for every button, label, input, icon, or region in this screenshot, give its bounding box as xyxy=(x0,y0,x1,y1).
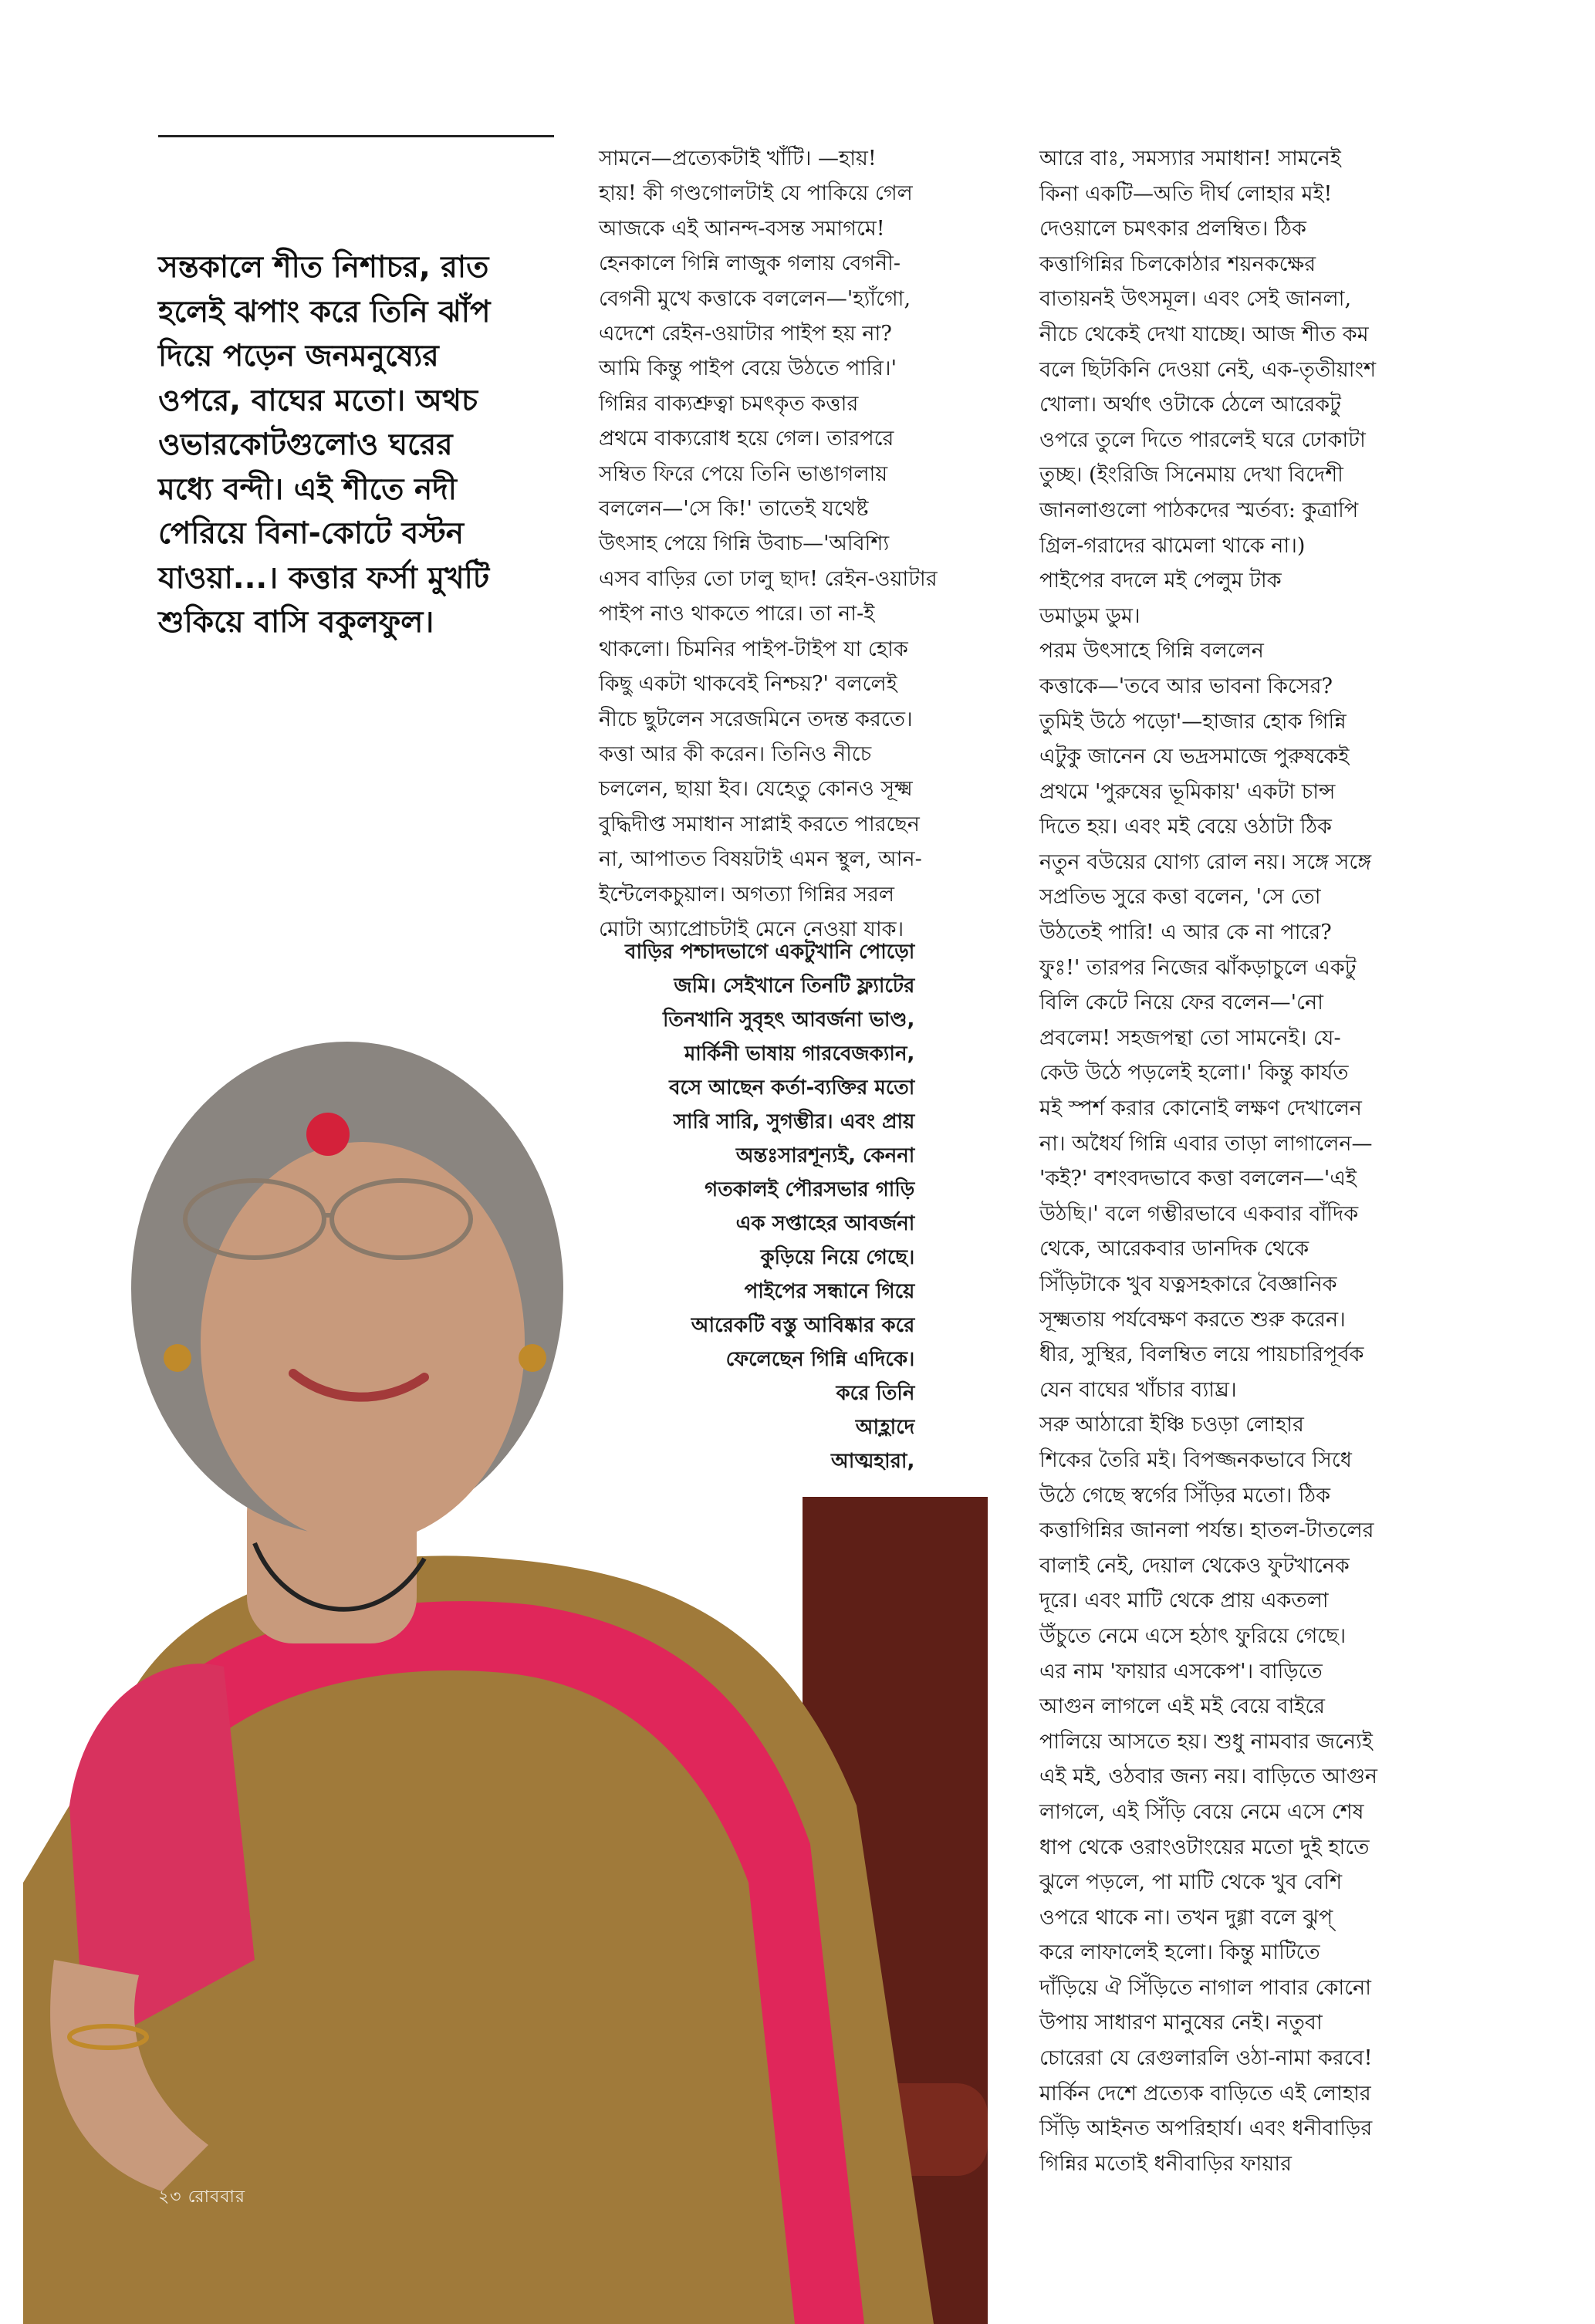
paragraph-line: এটুকু জানেন যে ভদ্রসমাজে পুরুষকেই xyxy=(1039,745,1350,769)
paragraph-line: কত্তা আর কী করেন। তিনিও নীচে xyxy=(599,741,872,766)
paragraph-line: সূক্ষ্মতায় পর্যবেক্ষণ করতে শুরু করেন। xyxy=(1039,1307,1346,1332)
paragraph-line: পরম উৎসাহে গিন্নি বললেন xyxy=(1039,639,1264,664)
paragraph-line: পাইপের বদলে মই পেলুম টাক xyxy=(1039,569,1282,593)
pull-quote-line: পেরিয়ে বিনা-কোটে বস্টন xyxy=(158,516,465,551)
paragraph-line: উঠতেই পারি! এ আর কে না পারে? xyxy=(1039,920,1332,945)
paragraph-line: মই স্পর্শ করার কোনোই লক্ষণ দেখালেন xyxy=(1039,1096,1362,1121)
paragraph-line: এদেশে রেইন-ওয়াটার পাইপ হয় না? xyxy=(599,322,892,346)
paragraph-line: প্রথমে বাক্যরোধ হয়ে গেল। তারপরে xyxy=(599,427,894,451)
paragraph-line: তুচ্ছ। (ইংরিজি সিনেমায় দেখা বিদেশী xyxy=(1039,463,1343,488)
paragraph-line: না। অধৈর্য গিন্নি এবার তাড়া লাগালেন— xyxy=(1039,1131,1373,1156)
pull-quote-line: শুকিয়ে বাসি বকুলফুল। xyxy=(158,605,434,640)
paragraph-line: ফুঃ!' তারপর নিজের ঝাঁকড়াচুলে একটু xyxy=(1039,955,1357,980)
paragraph-line: দেওয়ালে চমৎকার প্রলম্বিত। ঠিক xyxy=(1039,217,1306,242)
paragraph-line: এর নাম 'ফায়ার এসকেপ'। বাড়িতে xyxy=(1039,1659,1323,1684)
paragraph-line: কিনা একটি—অতি দীর্ঘ লোহার মই! xyxy=(1039,181,1333,206)
paragraph-line: সপ্রতিভ সুরে কত্তা বলেন, 'সে তো xyxy=(1039,885,1321,910)
paragraph-line: তিনখানি সুবৃহৎ আবর্জনা ভাণ্ড, xyxy=(662,1008,915,1032)
paragraph-line: সামনে—প্রত্যেকটাই খাঁটি। —হায়! xyxy=(599,147,877,171)
paragraph-line: ইন্টেলেকচুয়াল। অগত্যা গিন্নির সরল xyxy=(599,882,895,907)
paragraph-line: চললেন, ছায়া ইব। যেহেতু কোনও সূক্ষ্ম xyxy=(599,777,913,802)
paragraph-line: আত্মহারা, xyxy=(831,1450,915,1473)
bindi xyxy=(306,1113,350,1156)
paragraph-line: নীচে থেকেই দেখা যাচ্ছে। আজ শীত কম xyxy=(1039,322,1369,346)
paragraph-line: গিন্নির বাক্যশ্রুত্বা চমৎকৃত কত্তার xyxy=(599,391,859,416)
paragraph-line: কত্তাগিন্নির জানলা পর্যন্ত। হাতল-টাতলের xyxy=(1039,1518,1374,1543)
earring-right xyxy=(519,1344,546,1372)
paragraph-line: ধীর, সুস্থির, বিলম্বিত লয়ে পায়চারিপূর্বক xyxy=(1039,1343,1364,1367)
paragraph-line: ডমাডুম ডুম। xyxy=(1039,603,1140,628)
pull-quote-line: দিয়ে পড়েন জনমনুষ্যের xyxy=(158,339,439,373)
paragraph-line: বেগনী মুখে কত্তাকে বললেন—'হ্যাঁগো, xyxy=(599,286,911,311)
paragraph-line: সম্বিত ফিরে পেয়ে তিনি ভাঙাগলায় xyxy=(599,461,888,486)
paragraph-line: করে লাফালেই হলো। কিন্তু মাটিতে xyxy=(1039,1941,1320,1965)
paragraph-line: বুদ্ধিদীপ্ত সমাধান সাপ্লাই করতে পারছেন xyxy=(599,812,920,836)
paragraph-line: বললেন—'সে কি!' তাতেই যথেষ্ট xyxy=(599,497,869,522)
paragraph-line: মোটা অ্যাপ্রোচটাই মেনে নেওয়া যাক। xyxy=(599,917,904,941)
pull-quote-line: হলেই ঝপাং করে তিনি ঝাঁপ xyxy=(158,294,491,329)
paragraph-line: উৎসাহ পেয়ে গিন্নি উবাচ—'অবিশ্যি xyxy=(599,532,890,556)
paragraph-line: সিঁড়িটাকে খুব যত্নসহকারে বৈজ্ঞানিক xyxy=(1039,1272,1337,1296)
pull-quote-line: যাওয়া...। কত্তার ফর্সা মুখটি xyxy=(158,560,490,596)
paragraph-line: হেনকালে গিন্নি লাজুক গলায় বেগনী- xyxy=(599,252,901,276)
paragraph-line: ধাপ থেকে ওরাংওটাংয়ের মতো দুই হাতে xyxy=(1039,1835,1370,1860)
paragraph-line: করে তিনি xyxy=(836,1382,915,1405)
paragraph-line: দূরে। এবং মাটি থেকে প্রায় একতলা xyxy=(1039,1589,1329,1613)
paragraph-line: কেউ উঠে পড়লেই হলো।' কিন্তু কার্যত xyxy=(1039,1061,1349,1086)
paragraph-line: তুমিই উঠে পড়ো'—হাজার হোক গিন্নি xyxy=(1039,709,1347,734)
paragraph-line: বিলি কেটে নিয়ে ফের বলেন—'নো xyxy=(1039,991,1323,1015)
paragraph-line: আগুন লাগলে এই মই বেয়ে বাইরে xyxy=(1039,1694,1326,1719)
paragraph-line: যেন বাঘের খাঁচার ব্যাঘ্র। xyxy=(1039,1377,1237,1402)
paragraph-line: মার্কিনী ভাষায় গারবেজক্যান, xyxy=(684,1042,915,1066)
paragraph-line: সিঁড়ি আইনত অপরিহার্য। এবং ধনীবাড়ির xyxy=(1039,2116,1373,2141)
paragraph-line: শিকের তৈরি মই। বিপজ্জনকভাবে সিধে xyxy=(1039,1447,1352,1472)
paragraph-line: আরে বাঃ, সমস্যার সমাধান! সামনেই xyxy=(1039,147,1341,171)
paragraph-line: ওপরে তুলে দিতে পারলেই ঘরে ঢোকাটা xyxy=(1039,427,1366,452)
earring-left xyxy=(164,1344,191,1372)
article-column-wrap xyxy=(625,935,914,1478)
paragraph-line: থেকে, আরেকবার ডানদিক থেকে xyxy=(1039,1237,1309,1262)
paragraph-line: উঠে গেছে স্বর্গের সিঁড়ির মতো। ঠিক xyxy=(1039,1483,1330,1508)
paragraph-line: কুড়িয়ে নিয়ে গেছে। xyxy=(760,1246,915,1269)
paragraph-line: গ্রিল-গরাদের ঝামেলা থাকে না।) xyxy=(1039,533,1306,558)
paragraph-line: দিতে হয়। এবং মই বেয়ে ওঠাটা ঠিক xyxy=(1039,815,1332,839)
paragraph-line: আরেকটি বস্তু আবিষ্কার করে xyxy=(691,1314,915,1337)
paragraph-line: না, আপাতত বিষয়টাই এমন স্থুল, আন- xyxy=(599,847,922,872)
paragraph-line: চোরেরা যে রেগুলারলি ওঠা-নামা করবে! xyxy=(1039,2046,1373,2071)
paragraph-line: কিছু একটা থাকবেই নিশ্চয়?' বললেই xyxy=(599,672,897,697)
paragraph-line: গিন্নির মতোই ধনীবাড়ির ফায়ার xyxy=(1039,2151,1292,2176)
paragraph-line: ফেলেছেন গিন্নি এদিকে। xyxy=(725,1348,915,1371)
paragraph-line: এই মই, ওঠবার জন্য নয়। বাড়িতে আগুন xyxy=(1039,1765,1378,1789)
pull-quote-line: মধ্যে বন্দী। এই শীতে নদী xyxy=(158,471,457,507)
paragraph-line: ঝুলে পড়লে, পা মাটি থেকে খুব বেশি xyxy=(1039,1870,1343,1895)
paragraph-line: এক সপ্তাহের আবর্জনা xyxy=(735,1212,915,1235)
paragraph-line: নতুন বউয়ের যোগ্য রোল নয়। সঙ্গে সঙ্গে xyxy=(1039,850,1372,874)
paragraph-line: উপায় সাধারণ মানুষের নেই। নতুবা xyxy=(1039,2011,1323,2035)
face xyxy=(201,1142,525,1543)
paragraph-line: আমি কিন্তু পাইপ বেয়ে উঠতে পারি।' xyxy=(599,356,897,381)
section-rule xyxy=(158,135,554,137)
paragraph-line: আহ্লাদে xyxy=(855,1416,915,1439)
paragraph-line: ওপরে থাকে না। তখন দুগ্গা বলে ঝুপ্ xyxy=(1039,1905,1333,1930)
paragraph-line: বাড়ির পশ্চাদভাগে একটুখানি পোড়ো xyxy=(625,941,915,964)
paragraph-line: 'কই?' বশংবদভাবে কত্তা বললেন—'এই xyxy=(1039,1167,1357,1191)
paragraph-line: পাইপের সন্ধানে গিয়ে xyxy=(744,1280,915,1303)
paragraph-line: পালিয়ে আসতে হয়। শুধু নামবার জন্যেই xyxy=(1039,1729,1373,1754)
paragraph-line: উঁচুতে নেমে এসে হঠাৎ ফুরিয়ে গেছে। xyxy=(1039,1623,1347,1648)
article-column-middle xyxy=(599,141,938,947)
paragraph-line: সরু আঠারো ইঞ্চি চওড়া লোহার xyxy=(1039,1413,1304,1437)
paragraph-line: মার্কিন দেশে প্রত্যেক বাড়িতে এই লোহার xyxy=(1039,2081,1371,2106)
paragraph-line: অন্তঃসারশূন্যই, কেননা xyxy=(735,1144,915,1167)
paragraph-line: বলে ছিটকিনি দেওয়া নেই, এক-তৃতীয়াংশ xyxy=(1039,357,1377,382)
paragraph-line: কত্তাগিন্নির চিলকোঠার শয়নকক্ষের xyxy=(1039,252,1316,276)
paragraph-line: আজকে এই আনন্দ-বসন্ত সমাগমে! xyxy=(599,216,885,241)
paragraph-line: প্রবলেম! সহজপন্থা তো সামনেই। যে- xyxy=(1039,1025,1341,1050)
paragraph-line: বালাই নেই, দেয়াল থেকেও ফুটখানেক xyxy=(1039,1553,1350,1578)
pull-quote-line: সন্তকালে শীত নিশাচর, রাত xyxy=(158,250,489,285)
paragraph-line: হায়! কী গণ্ডগোলটাই যে পাকিয়ে গেল xyxy=(599,181,913,206)
paragraph-line: প্রথমে 'পুরুষের ভূমিকায়' একটা চান্স xyxy=(1039,779,1336,804)
paragraph-line: জানলাগুলো পাঠকদের স্মর্তব্য: কুত্রাপি xyxy=(1039,498,1359,522)
paragraph-line: এসব বাড়ির তো ঢালু ছাদ! রেইন-ওয়াটার xyxy=(599,566,938,591)
paragraph-line: দাঁড়িয়ে ঐ সিঁড়িতে নাগাল পাবার কোনো xyxy=(1039,1975,1371,2000)
paragraph-line: বাতায়নই উৎসমূল। এবং সেই জানলা, xyxy=(1039,287,1352,312)
paragraph-line: লাগলে, এই সিঁড়ি বেয়ে নেমে এসে শেষ xyxy=(1039,1799,1364,1824)
paragraph-line: উঠছি।' বলে গম্ভীরভাবে একবার বাঁদিক xyxy=(1039,1201,1359,1226)
pull-quote xyxy=(158,245,559,645)
paragraph-line: নীচে ছুটলেন সরেজমিনে তদন্ত করতে। xyxy=(599,707,913,731)
page-footer: ২৩ রোববার xyxy=(158,2187,245,2207)
paragraph-line: কত্তাকে—'তবে আর ভাবনা কিসের? xyxy=(1039,674,1333,698)
paragraph-line: বসে আছেন কর্তা-ব্যক্তির মতো xyxy=(669,1076,915,1100)
paragraph-line: গতকালই পৌরসভার গাড়ি xyxy=(705,1178,915,1201)
paragraph-line: জমি। সেইখানে তিনটি ফ্ল্যাটের xyxy=(674,975,915,998)
article-column-right xyxy=(1039,141,1377,2181)
paragraph-line: থাকলো। চিমনির পাইপ-টাইপ যা হোক xyxy=(599,637,908,661)
pull-quote-line: ওপরে, বাঘের মতো। অথচ xyxy=(158,383,478,418)
paragraph-line: সারি সারি, সুগম্ভীর। এবং প্রায় xyxy=(673,1110,915,1133)
paragraph-line: খোলা। অর্থাৎ ওটাকে ঠেলে আরেকটু xyxy=(1039,393,1341,417)
paragraph-line: পাইপ নাও থাকতে পারে। তা না-ই xyxy=(599,602,875,627)
pull-quote-line: ওভারকোটগুলোও ঘরের xyxy=(158,427,453,462)
